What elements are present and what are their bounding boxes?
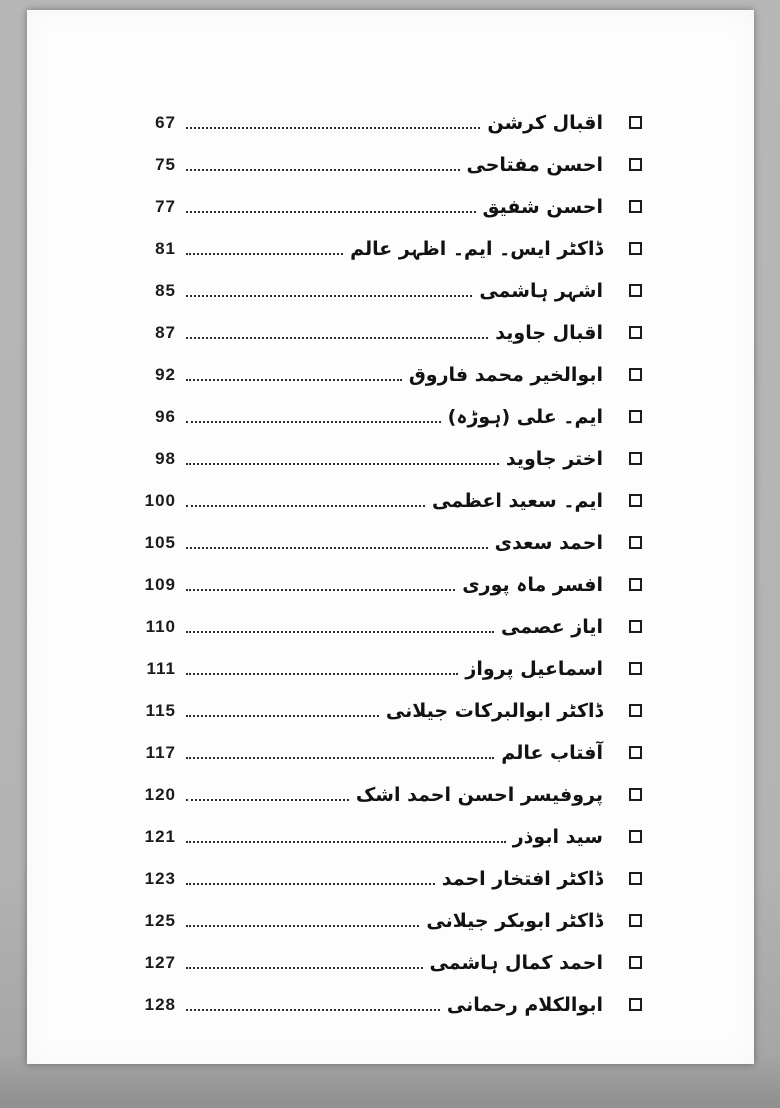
page-number: 96 [155, 407, 176, 426]
square-bullet-icon [629, 326, 642, 339]
entry-name: احمد سعدی [494, 532, 603, 554]
toc-row [132, 228, 642, 270]
entry-name: افسر ماہ پوری [462, 574, 603, 596]
dotted-leader [186, 253, 343, 255]
square-bullet-icon [629, 956, 642, 969]
square-bullet-icon [629, 998, 642, 1011]
square-bullet-icon [629, 452, 642, 465]
toc-row [132, 648, 642, 690]
page-number: 105 [144, 533, 176, 552]
square-bullet-icon [629, 242, 642, 255]
page-number: 123 [144, 869, 176, 888]
toc-row [132, 396, 642, 438]
entry-name: احسن مفتاحی [466, 154, 603, 176]
dotted-leader [186, 169, 460, 171]
toc-row [132, 984, 642, 1026]
page-number: 81 [155, 239, 176, 258]
entry-name: احمد کمال ہاشمی [429, 952, 603, 974]
entry-name: ایم۔ علی (ہوڑہ) [447, 406, 603, 428]
page-number: 100 [144, 491, 176, 510]
toc-row [132, 102, 642, 144]
page-number: 85 [155, 281, 176, 300]
dotted-leader [186, 841, 506, 843]
toc-row [132, 774, 642, 816]
square-bullet-icon [629, 830, 642, 843]
square-bullet-icon [629, 284, 642, 297]
dotted-leader [186, 127, 480, 129]
dotted-leader [186, 925, 419, 927]
square-bullet-icon [629, 578, 642, 591]
page-number: 120 [144, 785, 176, 804]
square-bullet-icon [629, 620, 642, 633]
entry-name: اقبال جاوید [495, 322, 603, 344]
dotted-leader [186, 505, 425, 507]
page-number: 98 [155, 449, 176, 468]
page-number: 75 [155, 155, 176, 174]
toc-row [132, 690, 642, 732]
page-number: 115 [145, 701, 176, 720]
page-number: 92 [155, 365, 176, 384]
square-bullet-icon [629, 368, 642, 381]
dotted-leader [186, 757, 494, 759]
dotted-leader [186, 211, 476, 213]
dotted-leader [186, 589, 455, 591]
toc-row [132, 522, 642, 564]
toc-row [132, 858, 642, 900]
square-bullet-icon [629, 158, 642, 171]
page-number: 128 [144, 995, 176, 1014]
page-number: 117 [145, 743, 176, 762]
page-number: 77 [155, 197, 176, 216]
square-bullet-icon [629, 200, 642, 213]
toc-row [132, 312, 642, 354]
toc-row [132, 564, 642, 606]
toc-row [132, 438, 642, 480]
toc-row [132, 354, 642, 396]
entry-name: ڈاکٹر ابوبکر جیلانی [426, 910, 603, 932]
dotted-leader [186, 463, 499, 465]
page-number: 67 [155, 113, 176, 132]
toc-row [132, 270, 642, 312]
entry-name: اشہر ہاشمی [479, 280, 603, 302]
entry-name: ابوالخیر محمد فاروق [408, 364, 603, 386]
dotted-leader [186, 295, 472, 297]
page-number: 111 [146, 659, 176, 678]
dotted-leader [186, 631, 494, 633]
dotted-leader [186, 337, 488, 339]
page-number: 87 [155, 323, 176, 342]
entry-name: آفتاب عالم [501, 742, 603, 764]
square-bullet-icon [629, 116, 642, 129]
entry-name: ڈاکٹر ابوالبرکات جیلانی [385, 700, 603, 722]
dotted-leader [186, 883, 435, 885]
entry-name: اسماعیل پرواز [465, 658, 603, 680]
square-bullet-icon [629, 704, 642, 717]
toc-row [132, 942, 642, 984]
square-bullet-icon [629, 410, 642, 423]
page-number: 109 [144, 575, 176, 594]
entry-name: احسن شفیق [482, 196, 603, 218]
page-number: 125 [144, 911, 176, 930]
square-bullet-icon [629, 536, 642, 549]
dotted-leader [186, 1009, 440, 1011]
toc-row [132, 480, 642, 522]
page-number: 110 [145, 617, 176, 636]
dotted-leader [186, 379, 402, 381]
square-bullet-icon [629, 494, 642, 507]
entry-name: ابوالکلام رحمانی [446, 994, 603, 1016]
dotted-leader [186, 799, 349, 801]
toc-row [132, 816, 642, 858]
entry-name: پروفیسر احسن احمد اشک [355, 784, 603, 806]
dotted-leader [186, 421, 441, 423]
entry-name: اختر جاوید [505, 448, 603, 470]
toc-row [132, 732, 642, 774]
entry-name: ڈاکٹر ایس۔ ایم۔ اظہر عالم [350, 238, 603, 260]
dotted-leader [186, 967, 423, 969]
toc-row [132, 606, 642, 648]
toc-row [132, 144, 642, 186]
square-bullet-icon [629, 746, 642, 759]
toc-list [132, 102, 642, 1026]
book-page [27, 10, 754, 1064]
entry-name: سید ابوذر [512, 826, 603, 848]
entry-name: ڈاکٹر افتخار احمد [441, 868, 603, 890]
entry-name: اقبال کرشن [487, 112, 603, 134]
square-bullet-icon [629, 872, 642, 885]
dotted-leader [186, 673, 458, 675]
dotted-leader [186, 715, 379, 717]
square-bullet-icon [629, 914, 642, 927]
square-bullet-icon [629, 788, 642, 801]
entry-name: ایاز عصمی [501, 616, 603, 638]
entry-name: ایم۔ سعید اعظمی [431, 490, 603, 512]
square-bullet-icon [629, 662, 642, 675]
page-number: 127 [144, 953, 176, 972]
dotted-leader [186, 547, 488, 549]
toc-row [132, 900, 642, 942]
toc-row [132, 186, 642, 228]
page-number: 121 [144, 827, 176, 846]
